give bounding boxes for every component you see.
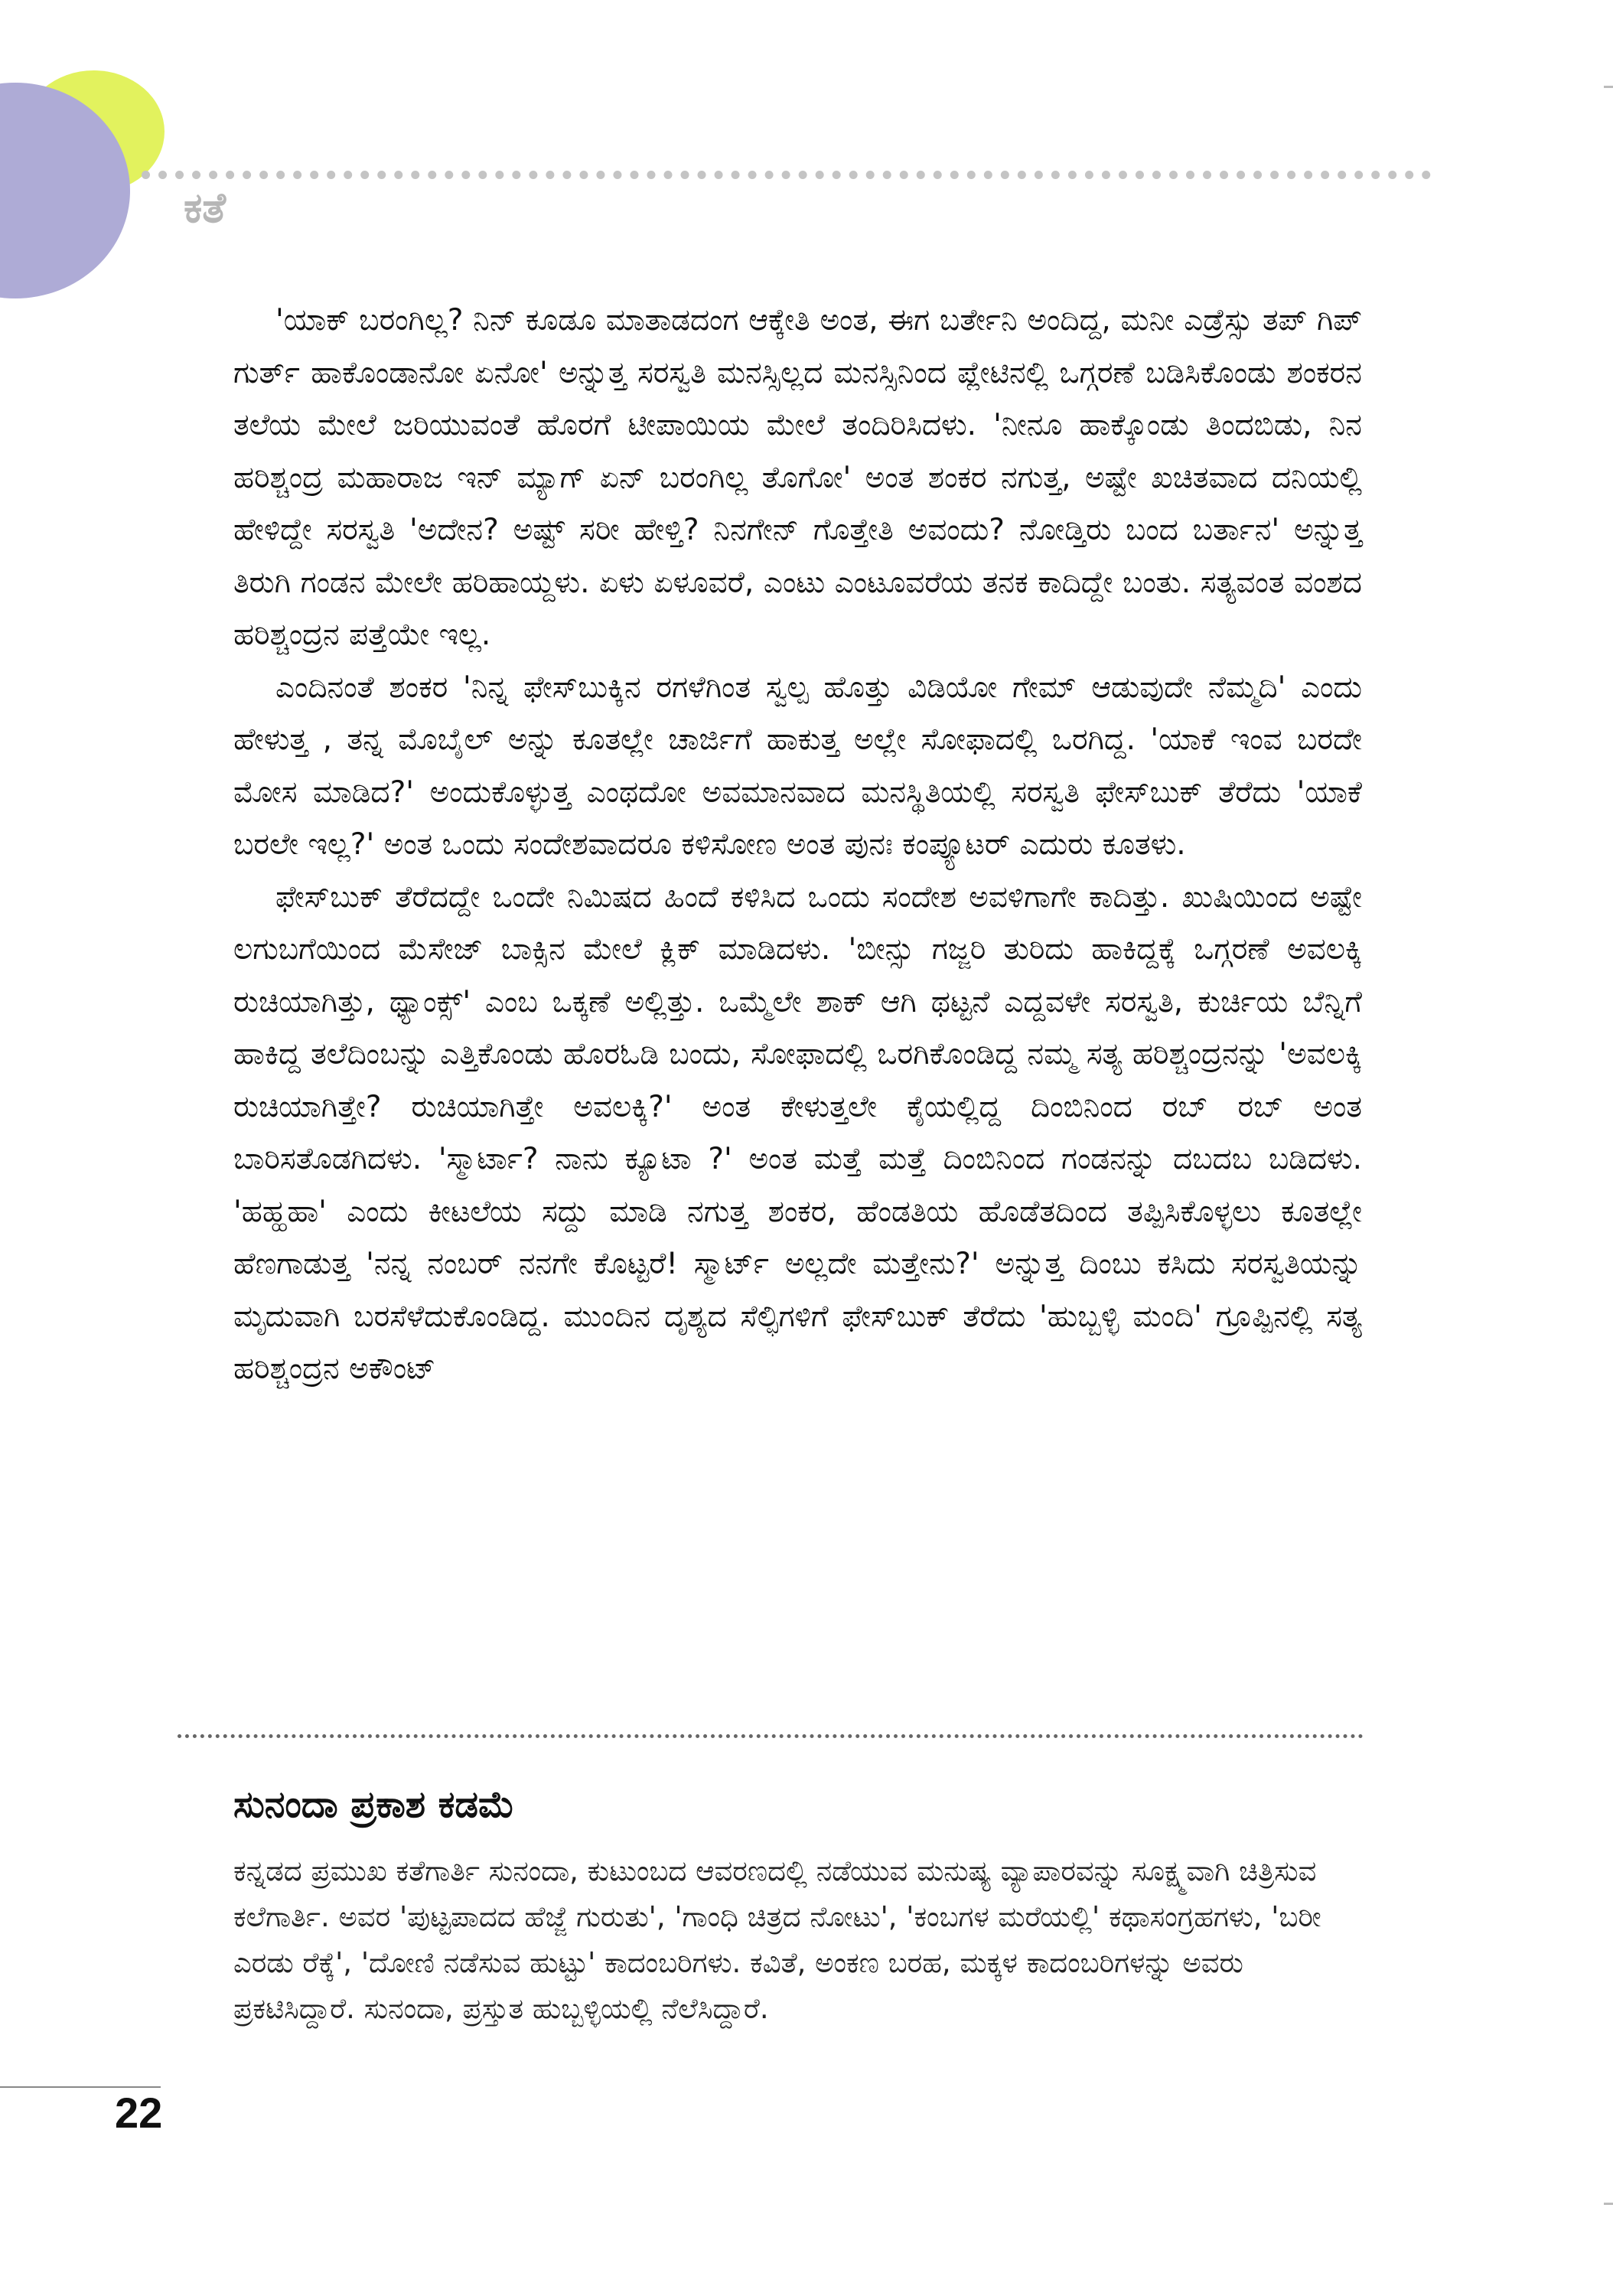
page-number: 22	[115, 2089, 163, 2137]
story-paragraph: ಎಂದಿನಂತೆ ಶಂಕರ 'ನಿನ್ನ ಫೇಸ್‌ಬುಕ್ಕಿನ ರಗಳೆಗಿಂತ ಸ್ವಲ್ಪ ಹೊತ್ತು ವಿಡಿಯೋ ಗೇಮ್ ಆಡುವುದೇ ನೆಮ್ಮದಿ' ಎಂದು ಹೇಳುತ್ತ , ತನ್ನ ಮೊಬೈಲ್ ಅನ್ನು ಕೂತಲ್ಲೇ ಚಾರ್ಜಿಗೆ ಹಾಕುತ್ತ ಅಲ್ಲೇ ಸೋಫಾದಲ್ಲಿ ಒರಗಿದ್ದ. 'ಯಾಕೆ ಇಂವ ಬರದೇ ಮೋಸ ಮಾಡಿದ?' ಅಂದುಕೊಳ್ಳುತ್ತ ಎಂಥದೋ ಅವಮಾನವಾದ ಮನಸ್ಥಿತಿಯಲ್ಲಿ ಸರಸ್ವತಿ ಫೇಸ್‌ಬುಕ್ ತೆರೆದು 'ಯಾಕೆ ಬರಲೇ ಇಲ್ಲ?' ಅಂತ ಒಂದು ಸಂದೇಶವಾದರೂ ಕಳಿಸೋಣ ಅಂತ ಪುನಃ ಕಂಪ್ಯೂಟರ್ ಎದುರು ಕೂತಳು.	[233, 670, 1362, 862]
author-name: ಸುನಂದಾ ಪ್ರಕಾಶ ಕಡಮೆ	[233, 1783, 515, 1826]
crop-mark	[1604, 2203, 1613, 2205]
story-body	[233, 295, 1362, 1396]
section-dotted-divider	[178, 1734, 1364, 1738]
author-bio: ಕನ್ನಡದ ಪ್ರಮುಖ ಕತೆಗಾರ್ತಿ ಸುನಂದಾ, ಕುಟುಂಬದ ಆವರಣದಲ್ಲಿ ನಡೆಯುವ ಮನುಷ್ಯ ವ್ಯಾಪಾರವನ್ನು ಸೂಕ್ಷ್ಮವಾಗಿ ಚಿತ್ರಿಸುವ ಕಲೆಗಾರ್ತಿ. ಅವರ 'ಪುಟ್ಟಪಾದದ ಹೆಜ್ಜೆ ಗುರುತು', 'ಗಾಂಧಿ ಚಿತ್ರದ ನೋಟು', 'ಕಂಬಗಳ ಮರೆಯಲ್ಲಿ' ಕಥಾಸಂಗ್ರಹಗಳು, 'ಬರೀ ಎರಡು ರೆಕ್ಕೆ', 'ದೋಣಿ ನಡೆಸುವ ಹುಟ್ಟು' ಕಾದಂಬರಿಗಳು. ಕವಿತೆ, ಅಂಕಣ ಬರಹ, ಮಕ್ಕಳ ಕಾದಂಬರಿಗಳನ್ನು ಅವರು ಪ್ರಕಟಿಸಿದ್ದಾರೆ. ಸುನಂದಾ, ಪ್ರಸ್ತುತ ಹುಬ್ಬಳ್ಳಿಯಲ್ಲಿ ನೆಲೆಸಿದ್ದಾರೆ.	[233, 1854, 1321, 2025]
header-dotted-divider	[142, 171, 1431, 179]
story-paragraph: ಫೇಸ್‌ಬುಕ್ ತೆರೆದದ್ದೇ ಒಂದೇ ನಿಮಿಷದ ಹಿಂದೆ ಕಳಿಸಿದ ಒಂದು ಸಂದೇಶ ಅವಳಿಗಾಗೇ ಕಾದಿತ್ತು. ಖುಷಿಯಿಂದ ಅಷ್ಟೇ ಲಗುಬಗೆಯಿಂದ ಮೆಸೇಜ್ ಬಾಕ್ಸಿನ ಮೇಲೆ ಕ್ಲಿಕ್ ಮಾಡಿದಳು. 'ಬೀನ್ಸು ಗಜ್ಜರಿ ತುರಿದು ಹಾಕಿದ್ದಕ್ಕೆ ಒಗ್ಗರಣೆ ಅವಲಕ್ಕಿ ರುಚಿಯಾಗಿತ್ತು, ಥ್ಯಾಂಕ್ಸ್' ಎಂಬ ಒಕ್ಕಣೆ ಅಲ್ಲಿತ್ತು. ಒಮ್ಮೆಲೇ ಶಾಕ್ ಆಗಿ ಥಟ್ಟನೆ ಎದ್ದವಳೇ ಸರಸ್ವತಿ, ಕುರ್ಚಿಯ ಬೆನ್ನಿಗೆ ಹಾಕಿದ್ದ ತಲೆದಿಂಬನ್ನು ಎತ್ತಿಕೊಂಡು ಹೊರಓಡಿ ಬಂದು, ಸೋಫಾದಲ್ಲಿ ಒರಗಿಕೊಂಡಿದ್ದ ನಮ್ಮ ಸತ್ಯ ಹರಿಶ್ಚಂದ್ರನನ್ನು 'ಅವಲಕ್ಕಿ ರುಚಿಯಾಗಿತ್ತೇ? ರುಚಿಯಾಗಿತ್ತೇ ಅವಲಕ್ಕಿ?' ಅಂತ ಕೇಳುತ್ತಲೇ ಕೈಯಲ್ಲಿದ್ದ ದಿಂಬಿನಿಂದ ರಬ್ ರಬ್ ಅಂತ ಬಾರಿಸತೊಡಗಿದಳು. 'ಸ್ಮಾರ್ಟಾ? ನಾನು ಕ್ಯೂಟಾ ?' ಅಂತ ಮತ್ತೆ ಮತ್ತೆ ದಿಂಬಿನಿಂದ ಗಂಡನನ್ನು ದಬದಬ ಬಡಿದಳು. 'ಹಹ್ಹಹಾ' ಎಂದು ಕೀಟಲೆಯ ಸದ್ದು ಮಾಡಿ ನಗುತ್ತ ಶಂಕರ, ಹೆಂಡತಿಯ ಹೊಡೆತದಿಂದ ತಪ್ಪಿಸಿಕೊಳ್ಳಲು ಕೂತಲ್ಲೇ ಹೆಣಗಾಡುತ್ತ 'ನನ್ನ ನಂಬರ್ ನನಗೇ ಕೊಟ್ಟರೆ! ಸ್ಮಾರ್ಟ್ ಅಲ್ಲದೇ ಮತ್ತೇನು?' ಅನ್ನುತ್ತ ದಿಂಬು ಕಸಿದು ಸರಸ್ವತಿಯನ್ನು ಮೃದುವಾಗಿ ಬರಸೆಳೆದುಕೊಂಡಿದ್ದ. ಮುಂದಿನ ದೃಶ್ಯದ ಸೆಲ್ಫಿಗಳಿಗೆ ಫೇಸ್‌ಬುಕ್ ತೆರೆದು 'ಹುಬ್ಬಳ್ಳಿ ಮಂದಿ' ಗ್ರೂಪ್ಪಿನಲ್ಲಿ ಸತ್ಯ ಹರಿಶ್ಚಂದ್ರನ ಅಕೌಂಟ್	[233, 879, 1362, 1386]
story-paragraph: 'ಯಾಕ್ ಬರಂಗಿಲ್ಲ? ನಿನ್ ಕೂಡೂ ಮಾತಾಡದಂಗ ಆಕ್ಕೇತಿ ಅಂತ, ಈಗ ಬರ್ತೇನಿ ಅಂದಿದ್ದ, ಮನೀ ಎಡ್ರೆಸ್ಸು ತಪ್ ಗಿಪ್ ಗುರ್ತ್ ಹಾಕೊಂಡಾನೋ ಏನೋ' ಅನ್ನುತ್ತ ಸರಸ್ವತಿ ಮನಸ್ಸಿಲ್ಲದ ಮನಸ್ಸಿನಿಂದ ಪ್ಲೇಟಿನಲ್ಲಿ ಒಗ್ಗರಣೆ ಬಡಿಸಿಕೊಂಡು ಶಂಕರನ ತಲೆಯ ಮೇಲೆ ಜರಿಯುವಂತೆ ಹೊರಗೆ ಟೀಪಾಯಿಯ ಮೇಲೆ ತಂದಿರಿಸಿದಳು. 'ನೀನೂ ಹಾಕ್ಕೊಂಡು ತಿಂದಬಿಡು, ನಿನ ಹರಿಶ್ಚಂದ್ರ ಮಹಾರಾಜ ಇನ್ ಮ್ಯಾಗ್ ಏನ್ ಬರಂಗಿಲ್ಲ ತೊಗೋ' ಅಂತ ಶಂಕರ ನಗುತ್ತ, ಅಷ್ಟೇ ಖಚಿತವಾದ ದನಿಯಲ್ಲಿ ಹೇಳಿದ್ದೇ ಸರಸ್ವತಿ 'ಅದೇನ? ಅಷ್ಟ್ ಸರೀ ಹೇಳ್ತಿ? ನಿನಗೇನ್ ಗೊತ್ತೇತಿ ಅವಂದು? ನೋಡ್ತಿರು ಬಂದ ಬರ್ತಾನ' ಅನ್ನುತ್ತ ತಿರುಗಿ ಗಂಡನ ಮೇಲೇ ಹರಿಹಾಯ್ದಳು. ಏಳು ಏಳೂವರೆ, ಎಂಟು ಎಂಟೂವರೆಯ ತನಕ ಕಾದಿದ್ದೇ ಬಂತು. ಸತ್ಯವಂತ ವಂಶದ ಹರಿಶ್ಚಂದ್ರನ ಪತ್ತೆಯೇ ಇಲ್ಲ.	[233, 303, 1362, 652]
section-label: ಕತೆ	[184, 184, 226, 232]
crop-mark	[1604, 86, 1613, 88]
